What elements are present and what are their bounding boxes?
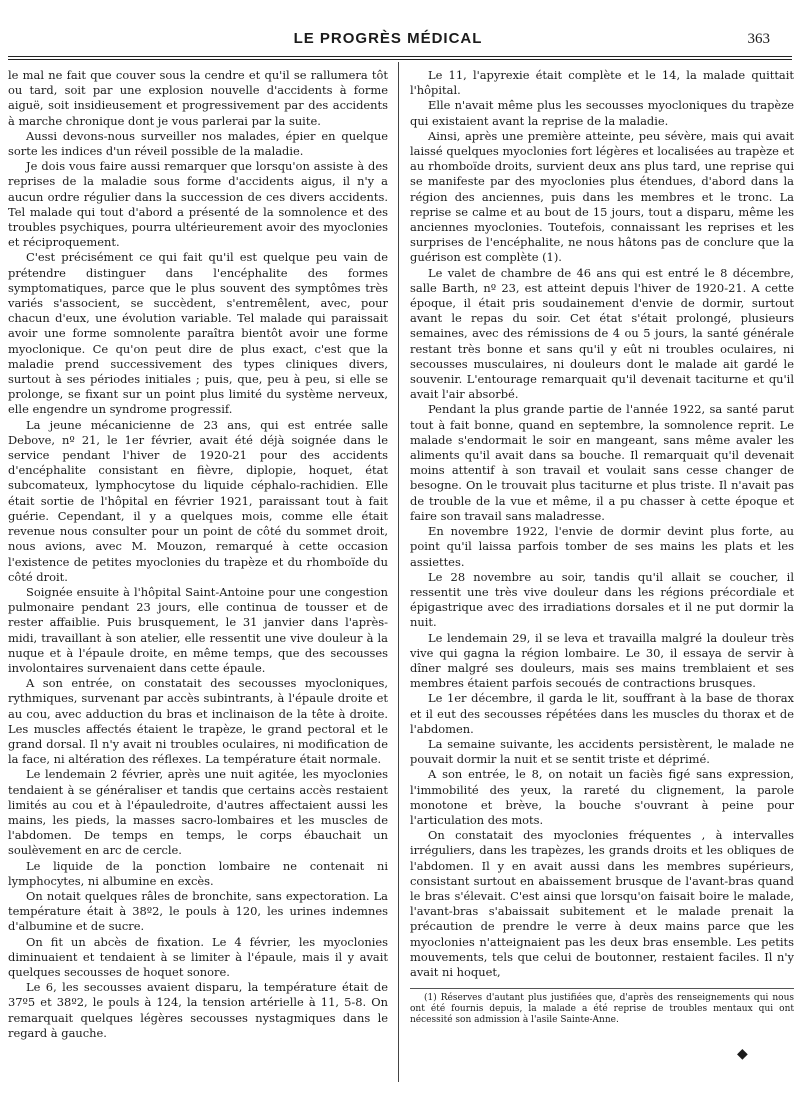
- paragraph: On fit un abcès de fixation. Le 4 février, les myoclonies diminuaient et tendaient à se limiter à l'épaule, mais il y avait quelques secousses de hoquet sonore.: [8, 934, 388, 979]
- paragraph: La semaine suivante, les accidents persistèrent, le malade ne pouvait dormir la nuit et se sentit triste et déprimé.: [410, 736, 794, 767]
- paragraph: Elle n'avait même plus les secousses myocloniques du trapèze qui existaient avant la reprise de la maladie.: [410, 98, 794, 128]
- paragraph: Pendant la plus grande partie de l'année 1922, sa santé parut tout à fait bonne, quand en septembre, la somnolence reprit. Le malade s'endormait le soir en mangeant, sans même avaler les aliments qu'il avait dans sa bouche. Il remarquait qu'il devenait moins attentif à son travail et voulait sans cesse changer de besogne. On le trouvait plus taciturne et plus triste. Il n'avait pas de trouble de la vue et même, il a pu chasser à cette époque et faire son travail sans maladresse.: [410, 402, 794, 523]
- paragraph: A son entrée, le 8, on notait un faciès figé sans expression, l'immobilité des yeux, la rareté du clignement, la parole monotone et brève, la bouche s'ouvrant à peine pour l'articulation des mots.: [410, 767, 794, 827]
- header-rule-double: [8, 59, 792, 60]
- paragraph: Le 1er décembre, il garda le lit, souffrant à la base de thorax et il eut des secousses répétées dans les muscles du thorax et de l'abdomen.: [410, 691, 794, 736]
- paragraph: En novembre 1922, l'envie de dormir devint plus forte, au point qu'il laissa parfois tomber de ses mains les plats et les assiettes.: [410, 524, 794, 569]
- paragraph: Le lendemain 2 février, après une nuit agitée, les myoclonies tendaient à se généraliser et tandis que certains accès restaient limités au cou et à l'épauledroite, d'autres affectaient aussi les mains, les pieds, la masses sacro-lombaires et les muscles de l'abdomen. De temps en temps, le corps ébauchait un soulèvement en arc de cercle.: [8, 767, 388, 858]
- paragraph: Le 11, l'apyrexie était complète et le 14, la malade quittait l'hôpital.: [410, 68, 794, 98]
- running-header: [6, 30, 770, 52]
- paragraph: Le 28 novembre au soir, tandis qu'il allait se coucher, il ressentit une très vive douleur dans les régions précordiale et épigastrique avec des irradiations dorsales et il ne put dormir la nuit.: [410, 569, 794, 630]
- paragraph: Le 6, les secousses avaient disparu, la température était de 37º5 et 38º2, le pouls à 124, la tension artérielle à 11, 5-8. On remarquait quelques légères secousses nystagmiques dans le regard à gauche.: [8, 980, 388, 1040]
- page-number: 363: [747, 31, 770, 47]
- paragraph: le mal ne fait que couver sous la cendre et qu'il se rallumera tôt ou tard, soit par une explosion nouvelle d'accidents à forme aiguë, soit insidieusement et progressivement par des accidents à marche chronique dont je vous parlerai par la suite.: [8, 68, 388, 128]
- ornament-icon: ◆: [737, 1046, 748, 1062]
- column-divider: [398, 62, 399, 1082]
- paragraph: Le liquide de la ponction lombaire ne contenait ni lymphocytes, ni albumine en excès.: [8, 858, 388, 888]
- paragraph: La jeune mécanicienne de 23 ans, qui est entrée salle Debove, nº 21, le 1er février, avait été déjà soignée dans le service pendant l'hiver de 1920-21 pour des accidents d'encéphalite consistant en fièvre, diplopie, hoquet, état subcomateux, lymphocytose du liquide céphalo-rachidien. Elle était sortie de l'hôpital en février 1921, paraissant tout à fait guérie. Cependant, il y a quelques mois, comme elle était revenue nous consulter pour un point de côté du sommet droit, nous avions, avec M. Mouzon, remarqué à cette occasion l'existence de petites myoclonies du trapèze et du rhomboïde du côté droit.: [8, 417, 388, 584]
- footnote-rule: [410, 988, 794, 989]
- paragraph: Soignée ensuite à l'hôpital Saint-Antoine pour une congestion pulmonaire pendant 23 jours, elle continua de tousser et de rester affaiblie. Puis brusquement, le 31 janvier dans l'après-midi, travaillant à son atelier, elle ressentit une vive douleur à la nuque et à l'épaule droite, en même temps, que des secousses involontaires survenaient dans cette épaule.: [8, 584, 388, 675]
- paragraph: On constatait des myoclonies fréquentes , à intervalles irréguliers, dans les trapèzes, les grands droits et les obliques de l'abdomen. Il y en avait aussi dans les membres supérieurs, consistant surtout en abaissement brusque de l'avant-bras quand le bras s'élevait. C'est ainsi que lorsqu'on faisait boire le malade, l'avant-bras s'abaissait subitement et le malade prenait la précaution de prendre le verre à deux mains parce que les myoclonies n'atteignaient pas les deux bras ensemble. Les petits mouvements, tels que celui de boutonner, restaient faciles. Il n'y avait ni hoquet,: [410, 828, 794, 979]
- paragraph: Ainsi, après une première atteinte, peu sévère, mais qui avait laissé quelques myoclonies fort légères et localisées au trapèze et au rhomboïde droits, survient deux ans plus tard, une reprise qui se manifeste par des myoclonies plus étendues, d'abord dans la région des anciennes, puis dans les membres et le tronc. La reprise se calme et au bout de 15 jours, tout a disparu, même les anciennes myoclonies. Toutefois, connaissant les reprises et les surprises de l'encéphalite, ne nous hâtons pas de conclure que la guérison est complète (1).: [410, 128, 794, 265]
- paragraph: A son entrée, on constatait des secousses myocloniques, rythmiques, survenant par accès subintrants, à l'épaule droite et au cou, avec adduction du bras et inclinaison de la tête à droite. Les muscles affectés étaient le trapèze, le grand pectoral et le grand dorsal. Il n'y avait ni troubles oculaires, ni modification de la face, ni altération des réflexes. La température était normale.: [8, 676, 388, 767]
- paragraph: Je dois vous faire aussi remarquer que lorsqu'on assiste à des reprises de la maladie sous forme d'accidents aigus, il n'y a aucun ordre régulier dans la succession de ces divers accidents. Tel malade qui tout d'abord a présenté de la somnolence et des troubles psychiques, pourra ultérieurement avoir des myoclonies et réciproquement.: [8, 159, 388, 250]
- paragraph: Aussi devons-nous surveiller nos malades, épier en quelque sorte les indices d'un réveil possible de la maladie.: [8, 128, 388, 159]
- footnote: (1) Réserves d'autant plus justifiées que, d'après des renseignements qui nous ont été fournis depuis, la malade a été reprise de troubles mentaux qui ont nécessité son admission à l'asile Sainte-Anne.: [410, 993, 794, 1026]
- paragraph: Le lendemain 29, il se leva et travailla malgré la douleur très vive qui gagna la région lombaire. Le 30, il essaya de servir à dîner malgré ses douleurs, mais ses mains tremblaient et ses membres étaient parfois secoués de contractions brusques.: [410, 630, 794, 691]
- paragraph: On notait quelques râles de bronchite, sans expectoration. La température était à 38º2, le pouls à 120, les urines indemnes d'albumine et de sucre.: [8, 888, 388, 934]
- right-column: [410, 68, 794, 1026]
- journal-title: LE PROGRÈS MÉDICAL: [293, 30, 483, 47]
- header-rule: [8, 56, 792, 57]
- paragraph: C'est précisément ce qui fait qu'il est quelque peu vain de prétendre distinguer dans l'encéphalite des formes symptomatiques, parce que le plus souvent des symptômes très variés s'associent, se succèdent, s'entremêlent, avec, pour chacun d'eux, une évolution variable. Tel malade qui paraissait avoir une forme somnolente paraîtra bientôt avoir une forme myoclonique. Ce qu'on peut dire de plus exact, c'est que la maladie prend successivement des types cliniques divers, surtout à ses périodes initiales ; puis, que, peu à peu, si elle se prolonge, se fixant sur un point plus limité du système nerveux, elle engendre un syndrome progressif.: [8, 250, 388, 417]
- paragraph: Le valet de chambre de 46 ans qui est entré le 8 décembre, salle Barth, nº 23, est atteint depuis l'hiver de 1920-21. A cette époque, il était pris soudainement d'envie de dormir, surtout avant le repas du soir. Cet état s'était prolongé, plusieurs semaines, avec des rémissions de 4 ou 5 jours, la santé générale restant très bonne et sans qu'il y eût ni troubles oculaires, ni secousses musculaires, ni douleurs dont le malade ait gardé le souvenir. L'entourage remarquait qu'il devenait taciturne et qu'il avait l'air absorbé.: [410, 265, 794, 402]
- left-column: [8, 68, 388, 1041]
